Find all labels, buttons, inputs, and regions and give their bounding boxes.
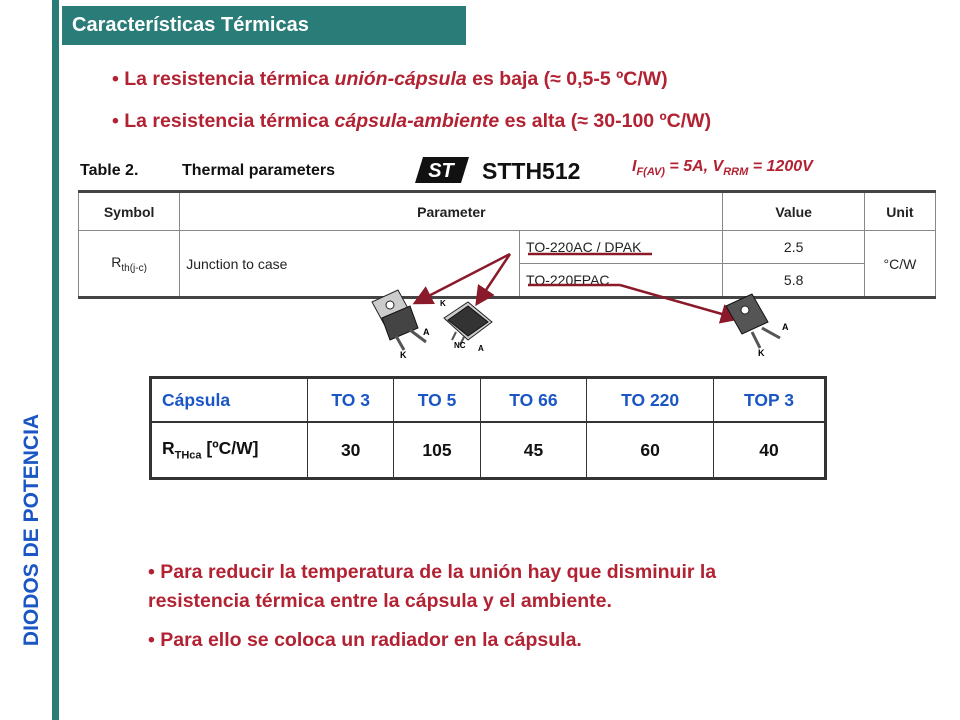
pin-label: A (782, 322, 789, 332)
header-label: Cápsula (151, 378, 308, 423)
slide-title: Características Térmicas (62, 6, 466, 45)
rating-text: = 1200V (748, 158, 813, 175)
value-cell: 5.8 (723, 264, 864, 298)
pin-label: K (758, 348, 765, 358)
col-header: Value (723, 192, 864, 231)
dpak-package-icon (440, 299, 492, 353)
bullet-italic: unión-cápsula (334, 68, 467, 90)
table-label: Table 2. (80, 162, 139, 179)
bullet-text: • La resistencia térmica (112, 68, 335, 90)
bullet-text: • La resistencia térmica (112, 110, 335, 132)
row-label-sub: THca (174, 449, 202, 462)
arrow-to220ac (417, 254, 510, 302)
col-header: Unit (864, 192, 935, 231)
package-header: TOP 3 (713, 378, 825, 423)
package-header: TO 5 (394, 378, 480, 423)
value-cell: 2.5 (723, 231, 864, 264)
table-row (151, 422, 826, 479)
value-cell: 45 (480, 422, 587, 479)
row-label-text: [ºC/W] (201, 438, 259, 459)
bullet-text: es baja (≈ 0,5-5 ºC/W) (466, 68, 668, 90)
col-header: Parameter (180, 192, 723, 231)
bullet-text: es alta (≈ 30-100 ºC/W) (499, 110, 712, 132)
conclusion-bullet-2: • Para ello se coloca un radiador en la cápsula. (148, 629, 582, 651)
pin-label: K (400, 350, 407, 360)
side-title: DIODOS DE POTENCIA (20, 413, 43, 647)
pin-label: K (440, 299, 446, 308)
row-label (151, 422, 308, 479)
package-header: TO 220 (587, 378, 714, 423)
pin-label: A (478, 344, 484, 353)
value-cell: 30 (308, 422, 394, 479)
package-cell: TO-220AC / DPAK (520, 231, 723, 264)
table-header-row (151, 378, 826, 423)
package-header: TO 66 (480, 378, 587, 423)
arrow-to220fpac (620, 285, 736, 318)
bullet-italic: cápsula-ambiente (334, 110, 500, 132)
value-cell: 105 (394, 422, 480, 479)
value-cell: 60 (587, 422, 714, 479)
rating-sub: F(AV) (636, 166, 665, 179)
rating-sub: RRM (723, 166, 749, 179)
pin-label: NC (454, 341, 466, 350)
pin-label: A (423, 327, 430, 337)
row-label-text: R (162, 438, 175, 459)
svg-text:ST: ST (428, 160, 454, 182)
part-number: STTH512 (482, 158, 581, 184)
package-resistance-table (149, 376, 827, 480)
rating-text: = 5A, V (664, 158, 724, 175)
table-title: Thermal parameters (182, 162, 335, 179)
symbol-text: R (111, 253, 122, 270)
conclusion-line: • Para reducir la temperatura de la unión hay que disminuir la (148, 561, 717, 583)
rating-text: I (632, 158, 637, 175)
to220fpac-package-icon (726, 294, 789, 358)
conclusion-line: resistencia térmica entre la cápsula y el ambiente. (148, 590, 612, 612)
symbol-sub: th(j-c) (121, 262, 147, 274)
package-header: TO 3 (308, 378, 394, 423)
col-header: Symbol (79, 192, 180, 231)
conclusion-bullet-1 (148, 558, 716, 616)
parameter-cell: Junction to case (180, 231, 520, 298)
value-cell: 40 (713, 422, 825, 479)
package-cell: TO-220FPAC (520, 264, 723, 298)
unit-cell: °C/W (864, 231, 935, 298)
